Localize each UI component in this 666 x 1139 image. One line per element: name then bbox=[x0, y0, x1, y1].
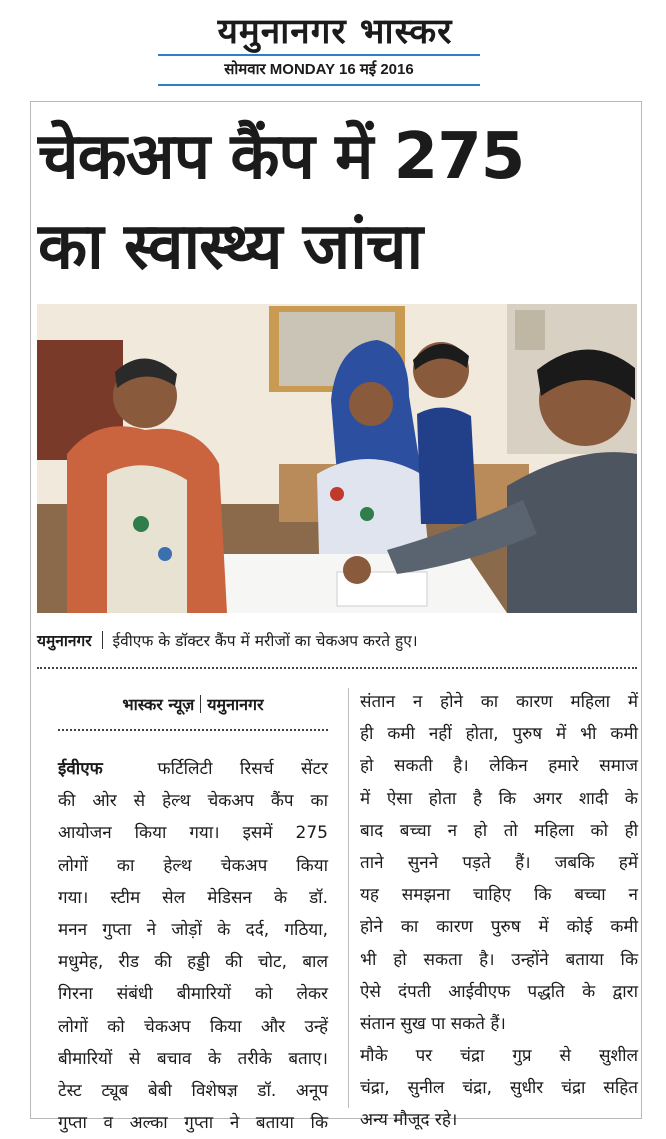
text-line: संतान सुख पा सकते हैं। bbox=[360, 1013, 506, 1034]
text-line-content: फर्टिलिटी रिसर्च सेंटर bbox=[157, 759, 328, 779]
text-line: ऐसे दंपती आईवीएफ पद्धति के द्वारा bbox=[360, 981, 638, 1002]
text-line: हो सकती है। लेकिन हमारे समाज bbox=[360, 756, 638, 777]
byline bbox=[58, 690, 328, 720]
text-line: गिरना संबंधी बीमारियों को लेकर bbox=[58, 984, 328, 1005]
column-divider bbox=[348, 688, 349, 1108]
byline-dotted-divider bbox=[58, 729, 328, 731]
text-line: ही कमी नहीं होता, पुरुष में भी कमी bbox=[360, 724, 638, 745]
photo-caption bbox=[37, 628, 637, 654]
text-line: होने का कारण पुरुष में कोई कमी bbox=[360, 917, 638, 938]
caption-separator bbox=[102, 631, 103, 649]
text-line bbox=[58, 753, 328, 785]
dotted-divider bbox=[37, 667, 637, 669]
text-line: गया। स्टीम सेल मेडिसन के डॉ. bbox=[58, 887, 328, 908]
date-line: सोमवार MONDAY 16 मई 2016 bbox=[224, 61, 414, 78]
text-line: लोगों का हेल्थ चेकअप किया bbox=[58, 855, 328, 876]
byline-source: भास्कर न्यूज़ bbox=[122, 695, 195, 714]
text-line: अन्य मौजूद रहे। bbox=[360, 1110, 458, 1131]
lead-word: ईवीएफ bbox=[58, 759, 103, 779]
text-line: संतान न होने का कारण महिला में bbox=[360, 692, 638, 712]
text-line: गुप्ता व अल्का गुप्ता ने बताया कि bbox=[58, 1113, 328, 1134]
checkup-camp-photo bbox=[37, 304, 637, 613]
byline-place: यमुनानगर bbox=[207, 695, 264, 714]
article-left-column bbox=[58, 753, 328, 1139]
text-line: मौके पर चंद्रा गुप्र से सुशील bbox=[360, 1046, 638, 1067]
text-line: लोगों को चेकअप किया और उन्हें bbox=[58, 1016, 328, 1037]
caption-place: यमुनानगर bbox=[37, 632, 92, 650]
article-photo bbox=[37, 304, 637, 613]
text-line: मधुमेह, रीड की हड्डी की चोट, बाल bbox=[58, 952, 328, 973]
text-line: की ओर से हेल्थ चेकअप कैंप का bbox=[58, 791, 328, 812]
masthead-rule-bottom bbox=[158, 84, 480, 86]
text-line: भी हो सकता है। उन्होंने बताया कि bbox=[360, 949, 638, 970]
text-line: आयोजन किया गया। इसमें 275 bbox=[58, 823, 328, 844]
caption-text: ईवीएफ के डॉक्टर कैंप में मरीजों का चेकअप करते हुए। bbox=[112, 632, 418, 650]
headline-line-2: का स्वास्थ्य जांचा bbox=[38, 210, 423, 284]
text-line: बाद बच्चा न हो तो महिला को ही bbox=[360, 820, 638, 841]
newspaper-name: यमुनानगर भास्कर bbox=[217, 12, 453, 52]
text-line: चंद्रा, सुनील चंद्रा, सुधीर चंद्रा सहित bbox=[360, 1078, 638, 1099]
text-line: यह समझना चाहिए कि बच्चा न bbox=[360, 885, 638, 906]
text-line: ताने सुनने पड़ते हैं। जबकि हमें bbox=[360, 852, 638, 873]
text-line: बीमारियों से बचाव के तरीके बताए। bbox=[58, 1048, 328, 1069]
article-headline bbox=[38, 112, 638, 292]
article-right-column bbox=[360, 686, 638, 1137]
headline-line-1: चेकअप कैंप में 275 bbox=[38, 120, 525, 194]
text-line: में ऐसा होता है कि अगर शादी के bbox=[360, 788, 638, 809]
text-line: टेस्ट ट्यूब बेबी विशेषज्ञ डॉ. अनूप bbox=[58, 1080, 328, 1101]
masthead bbox=[0, 0, 666, 96]
text-line: मनन गुप्ता ने जोड़ों के दर्द, गठिया, bbox=[58, 919, 328, 940]
masthead-rule-top bbox=[158, 54, 480, 56]
byline-separator bbox=[200, 695, 201, 713]
